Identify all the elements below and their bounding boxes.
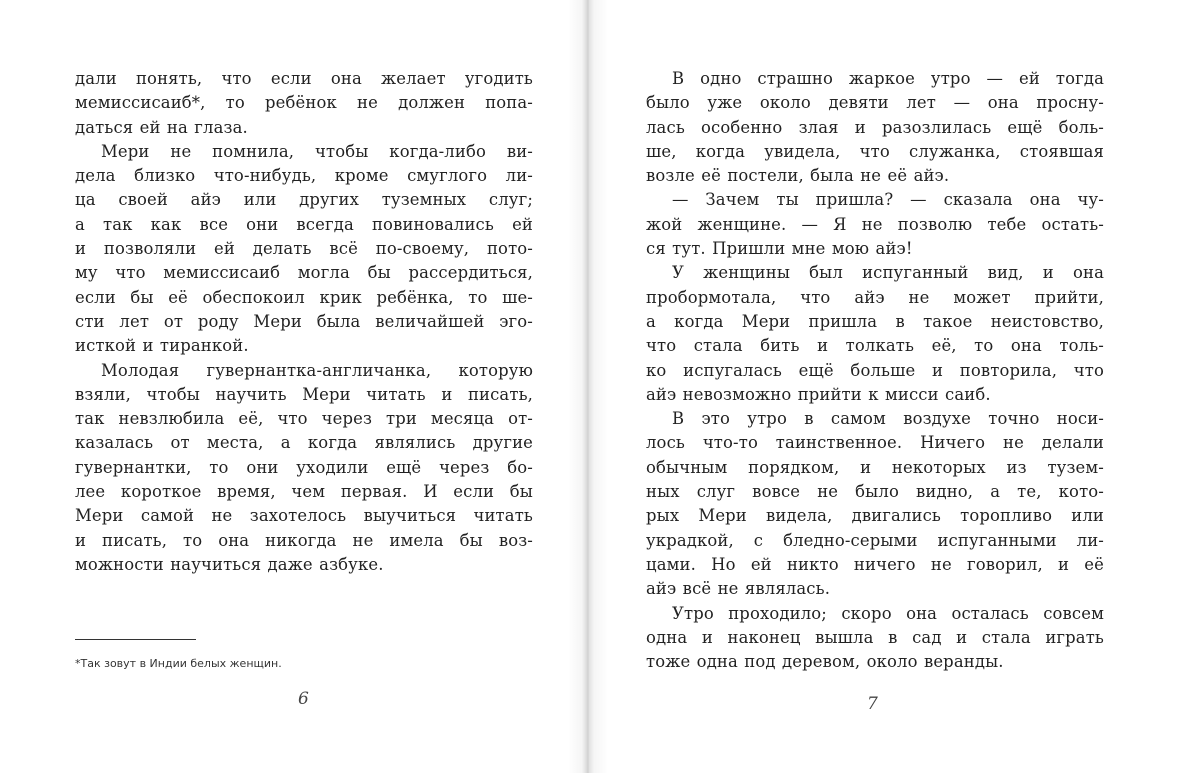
text-line: пробормотала, что айэ не может прийти, — [646, 287, 1104, 307]
text-line: лась особенно злая и разозлилась ещё боль- — [646, 117, 1104, 137]
text-line: мемиссисаиб*, то ребёнок не должен попа- — [75, 93, 533, 113]
text-line: В одно страшно жаркое утро — ей тогда — [672, 69, 1104, 88]
text-line: цами. Но ей никто ничего не говорил, и её — [646, 554, 1104, 574]
text-line: лось что-то таинственное. Ничего не делали — [646, 433, 1104, 453]
text-line: Утро проходило; скоро она осталась совсем — [672, 603, 1104, 623]
text-line: му что мемиссисаиб могла бы рассердиться, — [75, 263, 533, 283]
paragraph — [75, 67, 533, 140]
footnote: *Так зовут в Индии белых женщин. — [75, 657, 282, 670]
text-line: и позволяли ей делать всё по-своему, пото- — [75, 239, 533, 259]
paragraph — [646, 188, 1104, 261]
text-line: а когда Мери пришла в такое неистовство, — [646, 311, 1104, 331]
paragraph — [646, 261, 1104, 407]
text-line: лее короткое время, чем первая. И если бы — [75, 482, 533, 502]
left-page-text — [75, 67, 533, 577]
text-line: было уже около девяти лет — она просну- — [646, 93, 1104, 113]
text-line: обычным порядком, и некоторых из тузем- — [646, 457, 1104, 477]
text-line: ко испугалась ещё больше и повторила, что — [646, 360, 1104, 380]
text-line: ных слуг вовсе не было видно, а те, кото- — [646, 482, 1104, 502]
text-line: казалась от места, а когда являлись другие — [75, 433, 533, 453]
text-line: дела близко что-нибудь, кроме смуглого ли- — [75, 166, 533, 186]
right-page — [592, 0, 1178, 773]
text-line: рых Мери видела, двигались торопливо или — [646, 506, 1104, 526]
paragraph — [646, 407, 1104, 601]
text-line: айэ невозможно прийти к мисси саиб. — [646, 384, 991, 404]
text-line: исткой и тиранкой. — [75, 336, 249, 356]
left-page — [0, 0, 586, 773]
book-gutter — [568, 0, 608, 773]
paragraph — [75, 359, 533, 578]
text-line: тоже одна под деревом, около веранды. — [646, 652, 1004, 672]
text-line: можности научиться даже азбуке. — [75, 554, 384, 574]
text-line: и писать, то она никогда не имела бы воз- — [75, 530, 533, 550]
paragraph — [75, 140, 533, 359]
text-line: сти лет от роду Мери была величайшей эго- — [75, 311, 533, 331]
text-line: украдкой, с бледно-серыми испуганными ли- — [646, 530, 1104, 550]
text-line: — Зачем ты пришла? — сказала она чу- — [672, 190, 1104, 210]
text-line: ше, когда увидела, что служанка, стоявшая — [646, 141, 1104, 161]
text-line: а так как все они всегда повиновались ей — [75, 214, 533, 234]
text-line: одна и наконец вышла в сад и стала играть — [646, 627, 1104, 647]
text-line: гувернантки, то они уходили ещё через бо- — [75, 457, 533, 477]
text-line: Мери не помнила, чтобы когда-либо ви- — [101, 141, 533, 161]
text-line: так невзлюбила её, что через три месяца от- — [75, 409, 533, 429]
page-number-left: 6 — [298, 689, 309, 709]
text-line: возле её постели, была не её айэ. — [646, 166, 950, 186]
text-line: У женщины был испуганный вид, и она — [672, 263, 1104, 283]
footnote-divider — [75, 639, 196, 640]
text-line: ся тут. Пришли мне мою айэ! — [646, 239, 913, 259]
text-line: даться ей на глаза. — [75, 117, 248, 137]
text-line: если бы её обеспокоил крик ребёнка, то ше- — [75, 287, 533, 307]
text-line: жой женщине. — Я не позволю тебе остать- — [646, 214, 1104, 234]
page-number-right: 7 — [867, 694, 878, 714]
paragraph — [646, 67, 1104, 188]
paragraph — [646, 602, 1104, 675]
right-page-text — [646, 67, 1104, 674]
text-line: что стала бить и толкать её, то она толь- — [646, 336, 1104, 356]
text-line: ца своей айэ или других туземных слуг; — [75, 190, 533, 210]
text-line: дали понять, что если она желает угодить — [75, 69, 533, 88]
text-line: Мери самой не захотелось выучиться читать — [75, 506, 533, 526]
text-line: Молодая гувернантка-англичанка, которую — [101, 360, 533, 380]
text-line: В это утро в самом воздухе точно носи- — [672, 409, 1104, 429]
text-line: айэ всё не являлась. — [646, 579, 831, 599]
text-line: взяли, чтобы научить Мери читать и писать, — [75, 384, 533, 404]
